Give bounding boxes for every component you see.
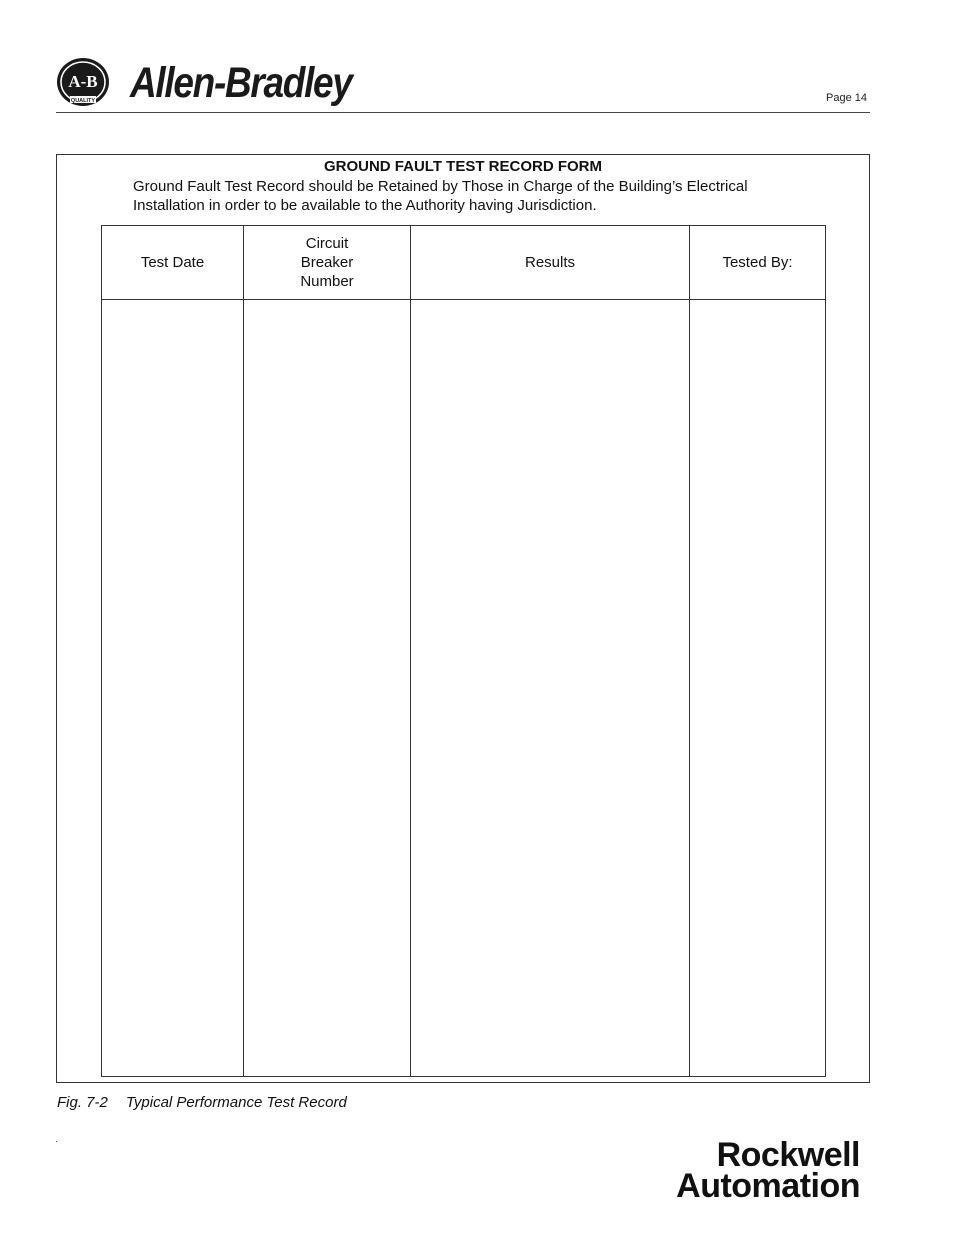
figure-caption	[57, 1094, 347, 1111]
figure-number: Fig. 7-2	[57, 1094, 108, 1111]
record-table	[101, 225, 826, 1077]
header-row-divider	[101, 299, 826, 300]
logo-subtext: QUALITY	[70, 98, 96, 104]
column-header-tested-by: Tested By:	[722, 254, 793, 271]
table-border-left	[101, 225, 102, 1077]
form-description: Ground Fault Test Record should be Retained by Those in Charge of the Building’s Electrical Installation in order to be available to the Authority having Jurisdiction.	[133, 178, 748, 214]
column-divider	[689, 225, 690, 1077]
allen-bradley-logo-icon	[56, 57, 110, 109]
logo-text: A-B	[68, 72, 98, 91]
rockwell-automation-logo	[610, 1136, 860, 1205]
column-divider	[243, 225, 244, 1077]
header-divider	[56, 112, 870, 113]
brand-name: Allen-Bradley	[130, 59, 352, 107]
form-title: GROUND FAULT TEST RECORD FORM	[323, 158, 603, 175]
table-border-right	[825, 225, 826, 1077]
figure-title: Typical Performance Test Record	[125, 1094, 347, 1111]
column-header-test-date: Test Date	[140, 254, 205, 271]
logo-line-rockwell: Rockwell	[716, 1136, 860, 1174]
table-border-bottom	[101, 1076, 825, 1077]
page-number: Page 14	[826, 92, 867, 104]
column-header-circuit-breaker-number: Circuit Breaker Number	[300, 235, 354, 290]
column-header-results: Results	[524, 254, 576, 271]
logo-line-automation: Automation	[676, 1167, 860, 1205]
footer-mark	[56, 1141, 57, 1142]
column-divider	[410, 225, 411, 1077]
